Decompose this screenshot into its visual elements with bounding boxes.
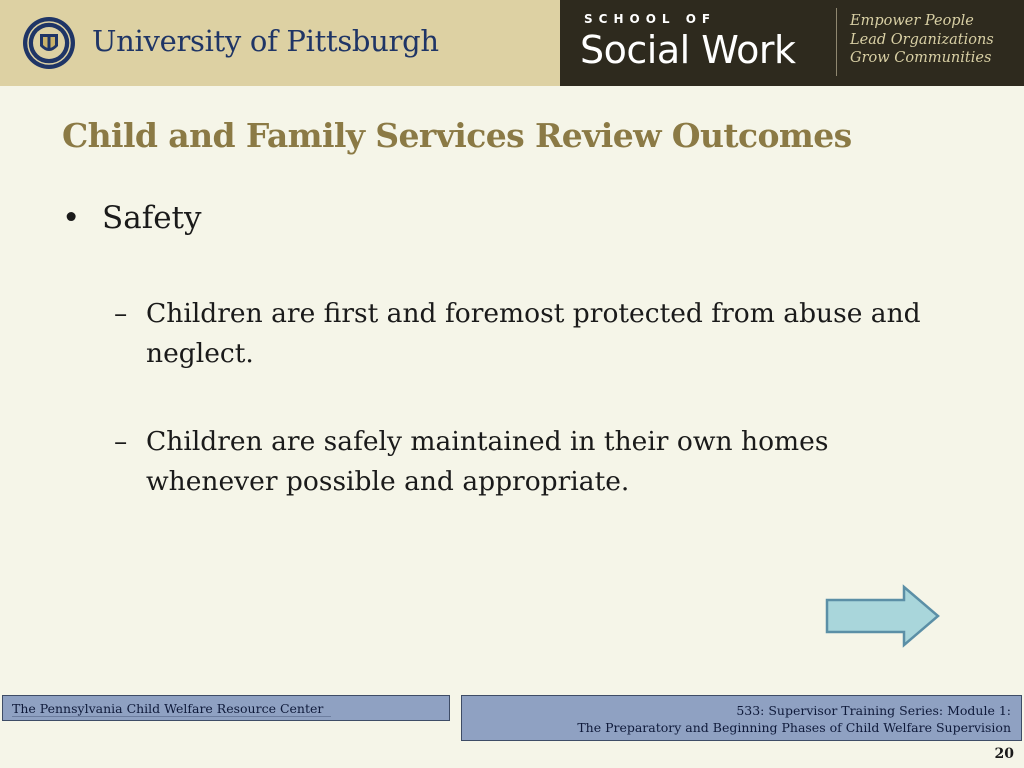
university-name: University of Pittsburgh [92, 24, 439, 58]
footer-course-line: The Preparatory and Beginning Phases of Child Welfare Supervision [577, 720, 1011, 735]
school-tagline [850, 12, 994, 68]
tagline-line: Lead Organizations [850, 31, 994, 48]
footer-course-box [461, 695, 1022, 741]
banner-divider [836, 8, 837, 76]
sub-bullet-item [114, 422, 934, 502]
tagline-line: Empower People [850, 13, 974, 29]
footer-organization-text: The Pennsylvania Child Welfare Resource Center [12, 701, 331, 717]
slide-header [0, 0, 1024, 86]
footer-organization-box [2, 695, 450, 721]
tagline-line: Grow Communities [850, 50, 992, 66]
sub-bullet-text: Children are first and foremost protected from abuse and neglect. [146, 298, 921, 369]
bullet-marker: • [62, 200, 81, 236]
sub-bullet-marker: – [114, 426, 128, 457]
school-of-label: SCHOOL OF [584, 12, 717, 26]
school-name: Social Work [580, 28, 796, 72]
sub-bullet-text: Children are safely maintained in their own homes whenever possible and appropriate. [146, 426, 829, 497]
footer-course-line: 533: Supervisor Training Series: Module 1: [736, 703, 1011, 718]
university-seal-icon [22, 16, 76, 70]
university-banner [0, 0, 560, 86]
sub-bullet-item [114, 294, 934, 374]
page-number: 20 [994, 746, 1014, 762]
bullet-text: Safety [102, 200, 202, 236]
sub-bullet-marker: – [114, 298, 128, 329]
right-arrow-icon[interactable] [824, 584, 942, 648]
bullet-item [62, 200, 202, 236]
slide-title: Child and Family Services Review Outcomes [62, 116, 852, 155]
